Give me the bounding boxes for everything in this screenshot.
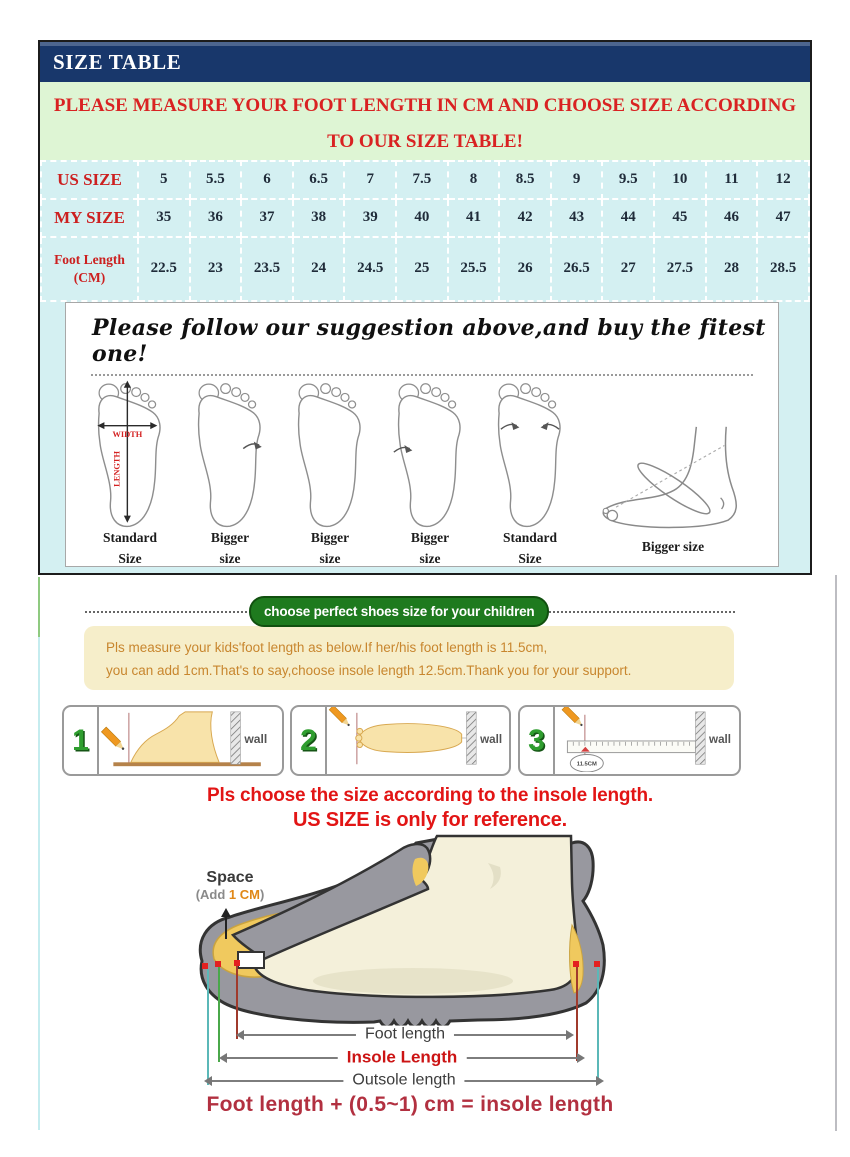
us-size-cell: 7 <box>344 161 396 199</box>
step-3-illustration <box>555 707 739 774</box>
insole-length-measure-line <box>221 1047 583 1067</box>
us-size-cell: 8 <box>448 161 500 199</box>
wall-label: wall <box>244 731 268 746</box>
space-arrow-line <box>225 911 227 939</box>
table-row <box>41 237 809 301</box>
size-table-section <box>38 40 812 575</box>
my-size-cell: 44 <box>602 199 654 237</box>
kids-instructions-box <box>84 626 734 690</box>
foot-length-measure-line <box>238 1025 572 1043</box>
size-table <box>40 160 810 302</box>
footprint-illustration <box>280 378 380 528</box>
foot-figure-standard <box>480 378 580 570</box>
arrow-right-icon <box>577 1053 585 1063</box>
space-note-suffix: ) <box>259 887 265 902</box>
feet-diagrams <box>66 376 778 570</box>
foot-length-cell: 28.5 <box>757 237 809 301</box>
step-2-drawing <box>327 707 509 772</box>
us-size-cell: 6.5 <box>293 161 345 199</box>
measure-step-3 <box>518 705 741 776</box>
foot-caption-line2: size <box>219 550 241 566</box>
us-size-cell: 11 <box>706 161 758 199</box>
arrow-left-icon <box>204 1076 212 1086</box>
section-title: SIZE TABLE <box>53 50 182 74</box>
foot-length-cell: 27.5 <box>654 237 706 301</box>
foot-length-cell: 28 <box>706 237 758 301</box>
foot-side-profile <box>131 712 219 762</box>
step-number-2: 2 <box>292 707 327 774</box>
foot-length-label-line1: Foot Length <box>54 251 125 267</box>
space-annotation <box>165 869 295 902</box>
us-size-cell: 9 <box>551 161 603 199</box>
step-1-illustration <box>99 707 282 774</box>
left-edge-line-green <box>38 577 40 637</box>
suggestion-text: Please follow our suggestion above,and buy the fitest one! <box>92 315 766 367</box>
foot-caption <box>103 528 157 570</box>
my-size-cell: 46 <box>706 199 758 237</box>
my-size-cell: 42 <box>499 199 551 237</box>
outsole-length-label: Outsole length <box>343 1072 464 1090</box>
space-note-value: 1 CM <box>228 887 260 902</box>
my-size-cell: 39 <box>344 199 396 237</box>
foot-length-cell: 26.5 <box>551 237 603 301</box>
right-edge-line <box>835 575 837 1131</box>
left-edge-line-cyan <box>38 637 40 1130</box>
my-size-cell: 36 <box>190 199 242 237</box>
foot-caption-line2: size <box>419 550 441 566</box>
step-number-3: 3 <box>520 707 555 774</box>
footprint-illustration <box>480 378 580 528</box>
us-size-cell: 10 <box>654 161 706 199</box>
foot-top-profile <box>359 724 462 753</box>
wall-label: wall <box>709 732 732 746</box>
foot-length-label: Foot length <box>356 1026 454 1044</box>
measure-notice <box>40 82 810 160</box>
my-size-cell: 45 <box>654 199 706 237</box>
pencil-icon <box>562 707 584 728</box>
my-size-cell: 40 <box>396 199 448 237</box>
foot-caption-line1: Bigger <box>410 530 450 545</box>
foot-caption-line2: Size <box>518 550 542 566</box>
wall-label: wall <box>480 732 503 746</box>
wall-hatch <box>695 712 705 764</box>
footprint-illustration <box>380 378 480 528</box>
us-size-cell: 6 <box>241 161 293 199</box>
my-size-cell: 43 <box>551 199 603 237</box>
us-size-row-label: US SIZE <box>41 161 138 199</box>
foot-length-cell: 23 <box>190 237 242 301</box>
us-size-cell: 9.5 <box>602 161 654 199</box>
step-2-illustration <box>327 707 509 774</box>
suggestion-panel <box>65 302 779 567</box>
toe-space-notch <box>238 952 264 968</box>
space-label: Space <box>206 869 254 886</box>
wall-hatch <box>231 712 241 764</box>
foot-figure-bigger <box>380 378 480 570</box>
measure-step-1 <box>62 705 284 776</box>
kids-banner: choose perfect shoes size for your children <box>249 596 549 627</box>
width-label: WIDTH <box>112 430 143 440</box>
foot-length-label-line2: (CM) <box>73 269 106 285</box>
us-size-cell: 5.5 <box>190 161 242 199</box>
wall-hatch <box>467 712 477 764</box>
arrow-right-icon <box>596 1076 604 1086</box>
footprint-illustration <box>180 378 280 528</box>
foot-length-row-label <box>41 237 138 301</box>
space-note-prefix: (Add <box>195 887 229 902</box>
arrow-right-icon <box>566 1030 574 1040</box>
foot-side-illustration <box>580 425 766 537</box>
foot-caption <box>411 528 449 570</box>
foot-figure-bigger <box>180 378 280 570</box>
foot-caption-line1: Standard <box>502 530 558 545</box>
foot-length-cell: 24.5 <box>344 237 396 301</box>
insole-notice-line2: US SIZE is only for reference. <box>292 809 568 831</box>
space-note <box>165 887 295 902</box>
foot-caption <box>211 528 249 570</box>
measure-notice-line1: PLEASE MEASURE YOUR FOOT LENGTH IN CM AND CHOOSE SIZE ACCORDING <box>53 95 797 116</box>
arrow-left-icon <box>236 1030 244 1040</box>
step-3-drawing <box>555 707 737 772</box>
insole-notice-line1: Pls choose the size according to the insole length. <box>207 785 653 806</box>
insole-length-label: Insole Length <box>338 1047 467 1067</box>
length-label: LENGTH <box>112 450 122 487</box>
foot-caption-line1: Bigger size <box>641 538 705 554</box>
my-size-row-label: MY SIZE <box>41 199 138 237</box>
my-size-cell: 38 <box>293 199 345 237</box>
my-size-cell: 47 <box>757 199 809 237</box>
us-size-cell: 5 <box>138 161 190 199</box>
measure-notice-line2: TO OUR SIZE TABLE! <box>327 131 523 152</box>
foot-length-cell: 25.5 <box>448 237 500 301</box>
insole-formula: Foot length + (0.5~1) cm = insole length <box>206 1093 614 1116</box>
foot-caption-line1: Standard <box>102 530 158 545</box>
table-row <box>41 161 809 199</box>
foot-length-cell: 23.5 <box>241 237 293 301</box>
outsole-length-measure-line <box>206 1071 602 1089</box>
footprint-measured-illustration <box>80 378 180 528</box>
size-table-header-bar <box>40 42 810 82</box>
us-size-cell: 8.5 <box>499 161 551 199</box>
arrow-left-icon <box>219 1053 227 1063</box>
foot-length-cell: 22.5 <box>138 237 190 301</box>
us-size-cell: 12 <box>757 161 809 199</box>
pencil-icon <box>329 707 351 728</box>
us-size-cell: 7.5 <box>396 161 448 199</box>
foot-length-cell: 24 <box>293 237 345 301</box>
ruler-measurement-label: 11.5CM <box>576 761 597 768</box>
foot-caption-line1: Bigger <box>310 530 350 545</box>
foot-caption <box>642 537 704 558</box>
pencil-icon <box>101 727 126 752</box>
foot-caption-line2: size <box>319 550 341 566</box>
foot-length-cell: 26 <box>499 237 551 301</box>
step-number-1: 1 <box>64 707 99 774</box>
foot-caption-line1: Bigger <box>210 530 250 545</box>
foot-caption <box>311 528 349 570</box>
foot-length-cell: 25 <box>396 237 448 301</box>
table-row <box>41 199 809 237</box>
my-size-cell: 35 <box>138 199 190 237</box>
step-1-drawing <box>99 707 281 772</box>
kids-instructions-line1: Pls measure your kids'foot length as below.If her/his foot length is 11.5cm, <box>106 640 548 655</box>
foot-figure-side-view <box>580 425 766 558</box>
my-size-cell: 41 <box>448 199 500 237</box>
foot-figure-bigger <box>280 378 380 570</box>
kids-instructions-line2: you can add 1cm.That's to say,choose insole length 12.5cm.Thank you for your support. <box>106 662 632 678</box>
my-size-cell: 37 <box>241 199 293 237</box>
foot-caption <box>503 528 557 570</box>
foot-length-cell: 27 <box>602 237 654 301</box>
foot-caption-line2: Size <box>118 550 142 566</box>
foot-figure-standard <box>80 378 180 570</box>
measure-step-2 <box>290 705 511 776</box>
